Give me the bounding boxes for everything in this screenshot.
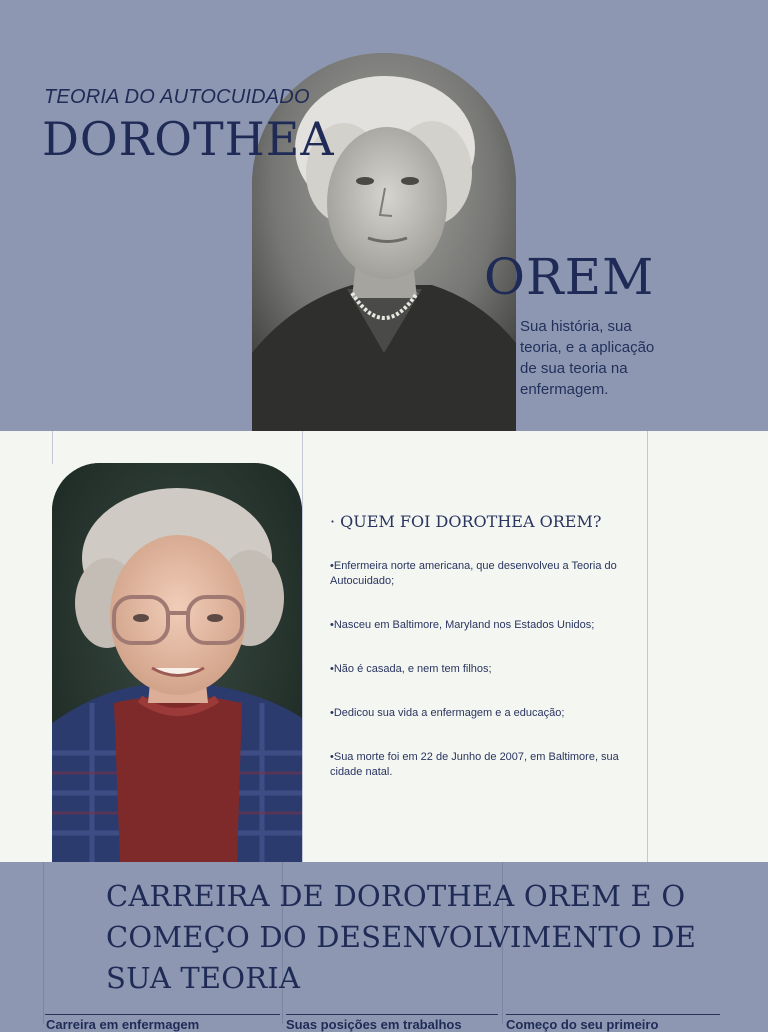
career-heading: CARREIRA DE DOROTHEA OREM E O COMEÇO DO DESENVOLVIMENTO DE SUA TEORIA: [106, 879, 697, 995]
grid-line: [52, 431, 53, 464]
about-bullet-list: [330, 559, 630, 809]
column-rule: [286, 1014, 498, 1015]
list-item: •Não é casada, e nem tem filhos;: [330, 663, 492, 675]
about-heading: · QUEM FOI DOROTHEA OREM?: [330, 512, 602, 531]
grid-line: [647, 431, 648, 862]
theory-kicker: TEORIA DO AUTOCUIDADO: [44, 86, 310, 108]
list-item: •Enfermeira norte americana, que desenvolveu a Teoria do Autocuidado;: [330, 560, 617, 587]
career-column-label: Carreira em enfermagem: [46, 1017, 200, 1032]
list-item: •Nasceu em Baltimore, Maryland nos Estados Unidos;: [330, 619, 595, 631]
career-column-label: Começo do seu primeiro: [506, 1017, 659, 1032]
list-item: •Dedicou sua vida a enfermagem e a educação;: [330, 707, 565, 719]
column-rule: [45, 1014, 280, 1015]
grid-line: [302, 431, 303, 862]
first-name-heading: DOROTHEA: [42, 112, 335, 166]
grid-line: [43, 862, 44, 1024]
last-name-heading: OREM: [484, 248, 655, 306]
dorothea-orem-portrait-color: [52, 463, 302, 862]
career-column-label: Suas posições em trabalhos: [286, 1017, 462, 1032]
dorothea-orem-portrait-bw: [252, 53, 516, 431]
column-rule: [506, 1014, 720, 1015]
hero-tagline: Sua história, sua teoria, e a aplicação de sua teoria na enfermagem.: [520, 318, 655, 398]
list-item: •Sua morte foi em 22 de Junho de 2007, em Baltimore, sua cidade natal.: [330, 751, 619, 778]
